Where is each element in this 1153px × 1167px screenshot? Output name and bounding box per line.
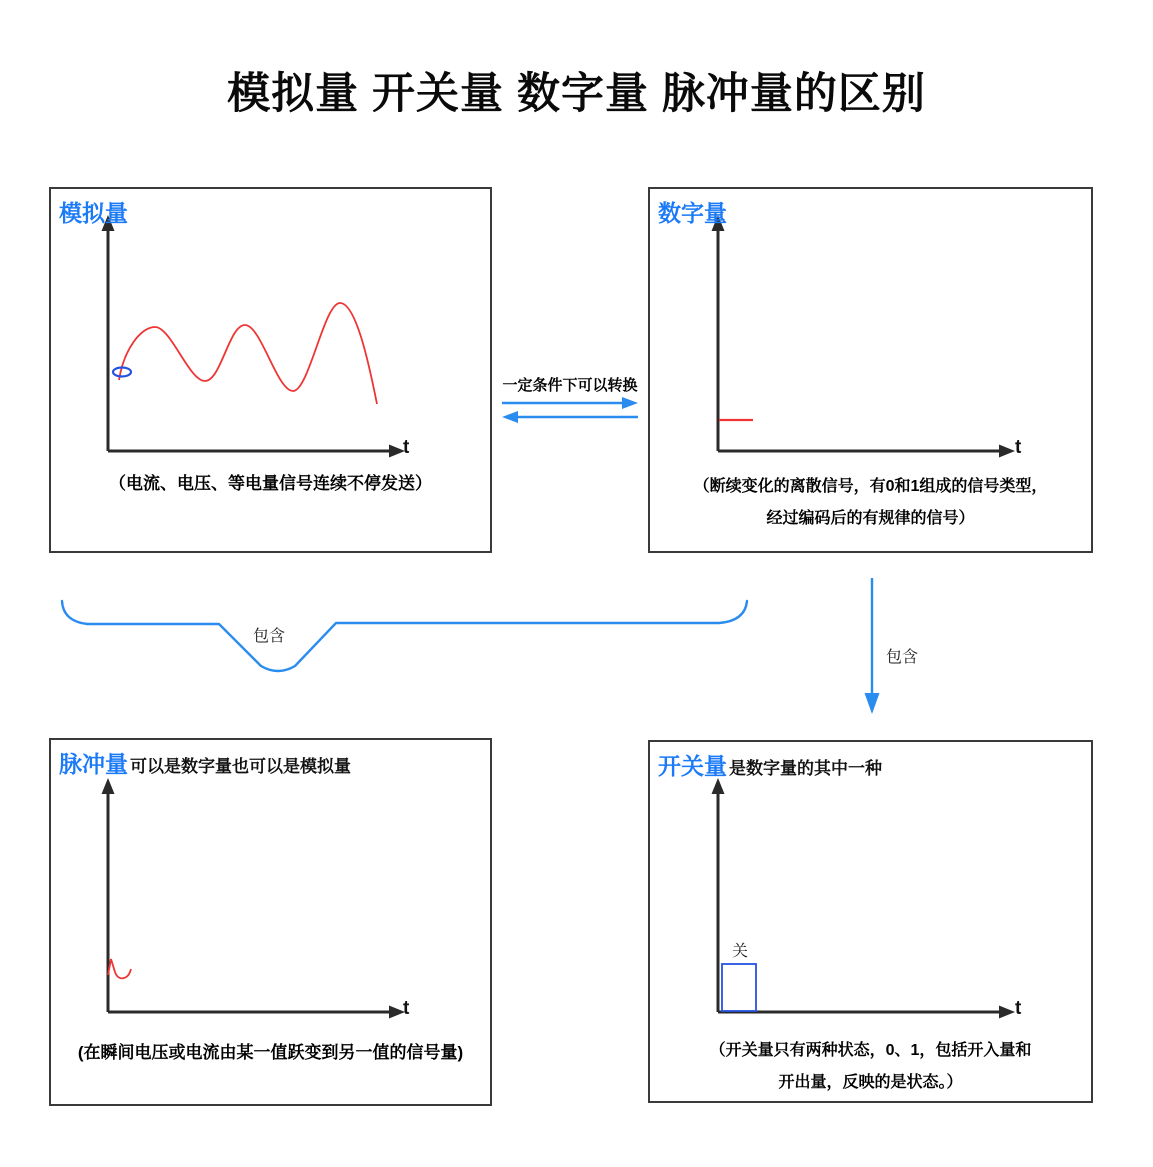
- switch-caption-line1: （开关量只有两种状态，0、1，包括开入量和: [709, 1042, 1032, 1059]
- digital-header: [658, 195, 727, 228]
- analog-header: [59, 195, 128, 228]
- digital-caption-line2: 经过编码后的有规律的信号）: [766, 510, 975, 527]
- analog-caption: （电流、电压、等电量信号连续不停发送）: [109, 474, 432, 493]
- analog-label: 模拟量: [59, 200, 128, 226]
- switch-caption-line2: 开出量，反映的是状态。）: [778, 1074, 963, 1091]
- digital-x-axis-arrow-icon: [999, 445, 1015, 458]
- switch-t-axis-label: t: [1015, 998, 1022, 1019]
- pulse-y-axis-arrow-icon: [102, 778, 115, 794]
- contains-brace-path: [62, 601, 747, 671]
- convert-arrow-left-head-icon: [502, 411, 518, 423]
- pulse-label: 脉冲量: [59, 751, 128, 777]
- switch-state-label: 关: [732, 943, 749, 960]
- digital-panel: [648, 187, 1093, 553]
- analog-t-axis-label: t: [403, 437, 410, 458]
- pulse-subtitle: 可以是数字量也可以是模拟量: [130, 757, 351, 776]
- contains-arrow-head-icon: [865, 693, 880, 714]
- contains-brace-svg: [55, 592, 755, 680]
- brace-contains-label: 包含: [253, 628, 286, 645]
- digital-caption-line1: （断续变化的离散信号，有0和1组成的信号类型，: [693, 478, 1048, 495]
- convert-arrow-right-head-icon: [622, 397, 638, 409]
- pulse-t-axis-label: t: [403, 998, 410, 1019]
- switch-label: 开关量: [658, 753, 727, 779]
- switch-x-axis-arrow-icon: [999, 1006, 1015, 1019]
- pulse-panel: [49, 738, 492, 1106]
- contains-arrow-svg: [860, 576, 886, 718]
- analog-wave-path: [119, 303, 377, 404]
- analog-graph-svg: [51, 189, 490, 551]
- digital-label: 数字量: [658, 200, 727, 226]
- pulse-caption: (在瞬间电压或电流由某一值跃变到另一值的信号量): [77, 1043, 464, 1062]
- switch-state-rect: [722, 964, 756, 1011]
- switch-subtitle: 是数字量的其中一种: [729, 759, 882, 778]
- arrow-contains-label: 包含: [886, 649, 919, 666]
- convert-condition-label: 一定条件下可以转换: [502, 377, 638, 394]
- analog-panel: [49, 187, 492, 553]
- digital-t-axis-label: t: [1015, 437, 1022, 458]
- digital-caption: [650, 471, 1091, 535]
- switch-panel: [648, 740, 1093, 1103]
- pulse-spike-path: [108, 959, 131, 978]
- switch-caption: [650, 1035, 1091, 1099]
- switch-header: [658, 748, 882, 781]
- convert-arrows-svg: [498, 396, 640, 424]
- pulse-header: [59, 746, 351, 779]
- page-title: 模拟量 开关量 数字量 脉冲量的区别: [227, 70, 926, 118]
